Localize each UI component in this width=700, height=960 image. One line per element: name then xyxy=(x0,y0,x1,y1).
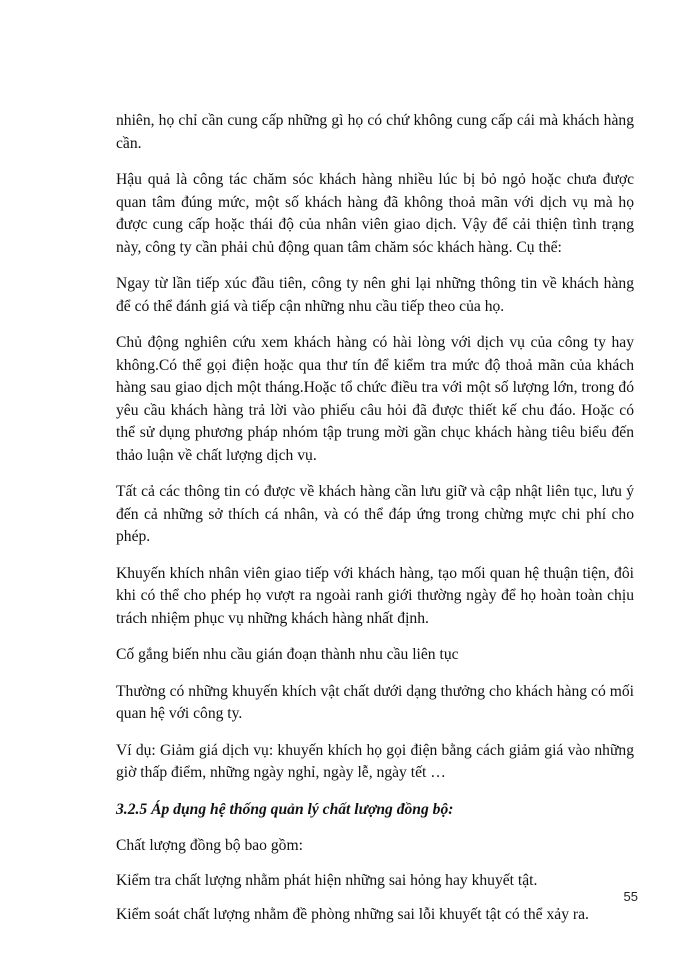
paragraph: Chủ động nghiên cứu xem khách hàng có hài lòng với dịch vụ của công ty hay không.Có thể gọi điện hoặc qua thư tín để kiểm tra mức độ thoả mãn của khách hàng sau giao dịch một tháng.Hoặc tổ chức điều tra với một số lượng lớn, trong đó yêu cầu khách hàng trả lời vào phiếu câu hỏi đã được thiết kế chu đáo. Hoặc có thể sử dụng phương pháp nhóm tập trung mời gần chục khách hàng tiêu biểu đến thảo luận về chất lượng dịch vụ. xyxy=(116,334,634,464)
page-number: 55 xyxy=(623,889,638,904)
paragraph: nhiên, họ chỉ cần cung cấp những gì họ có chứ không cung cấp cái mà khách hàng cần. xyxy=(116,112,634,152)
paragraph: Chất lượng đồng bộ bao gồm: xyxy=(116,837,303,854)
paragraph: Khuyến khích nhân viên giao tiếp với khách hàng, tạo mối quan hệ thuận tiện, đôi khi có thể cho phép họ vượt ra ngoài ranh giới thường ngày để họ hoàn toàn chịu trách nhiệm phục vụ những khách hàng nhất định. xyxy=(116,564,634,627)
paragraph: Cố gắng biến nhu cầu gián đoạn thành nhu cầu liên tục xyxy=(116,646,459,663)
paragraph: Tất cả các thông tin có được về khách hàng cần lưu giữ và cập nhật liên tục, lưu ý đến cả những sở thích cá nhân, và có thể đáp ứng trong chừng mực chi phí cho phép. xyxy=(116,483,634,545)
paragraph: Ví dụ: Giảm giá dịch vụ: khuyến khích họ gọi điện bằng cách giảm giá vào những giờ thấp điểm, những ngày nghỉ, ngày lễ, ngày tết … xyxy=(116,741,634,781)
paragraph: Ngay từ lần tiếp xúc đầu tiên, công ty nên ghi lại những thông tin về khách hàng để có thể đánh giá và tiếp cận những nhu cầu tiếp theo của họ. xyxy=(116,275,634,315)
paragraph: Kiểm tra chất lượng nhằm phát hiện những sai hỏng hay khuyết tật. xyxy=(116,871,538,889)
paragraph: Hậu quả là công tác chăm sóc khách hàng nhiều lúc bị bỏ ngỏ hoặc chưa được quan tâm đúng mức, một số khách hàng đã không thoả mãn với dịch vụ mà họ được cung cấp hoặc thái độ của nhân viên giao dịch. Vậy để cải thiện tình trạng này, công ty cần phải chủ động quan tâm chăm sóc khách hàng. Cụ thể: xyxy=(116,171,634,256)
document-body xyxy=(116,110,634,939)
paragraph: Thường có những khuyến khích vật chất dưới dạng thưởng cho khách hàng có mối quan hệ với công ty. xyxy=(116,682,634,722)
paragraph: Kiểm soát chất lượng nhằm đề phòng những sai lỗi khuyết tật có thể xảy ra. xyxy=(116,906,589,923)
section-heading: 3.2.5 Áp dụng hệ thống quản lý chất lượng đồng bộ: xyxy=(116,800,454,818)
